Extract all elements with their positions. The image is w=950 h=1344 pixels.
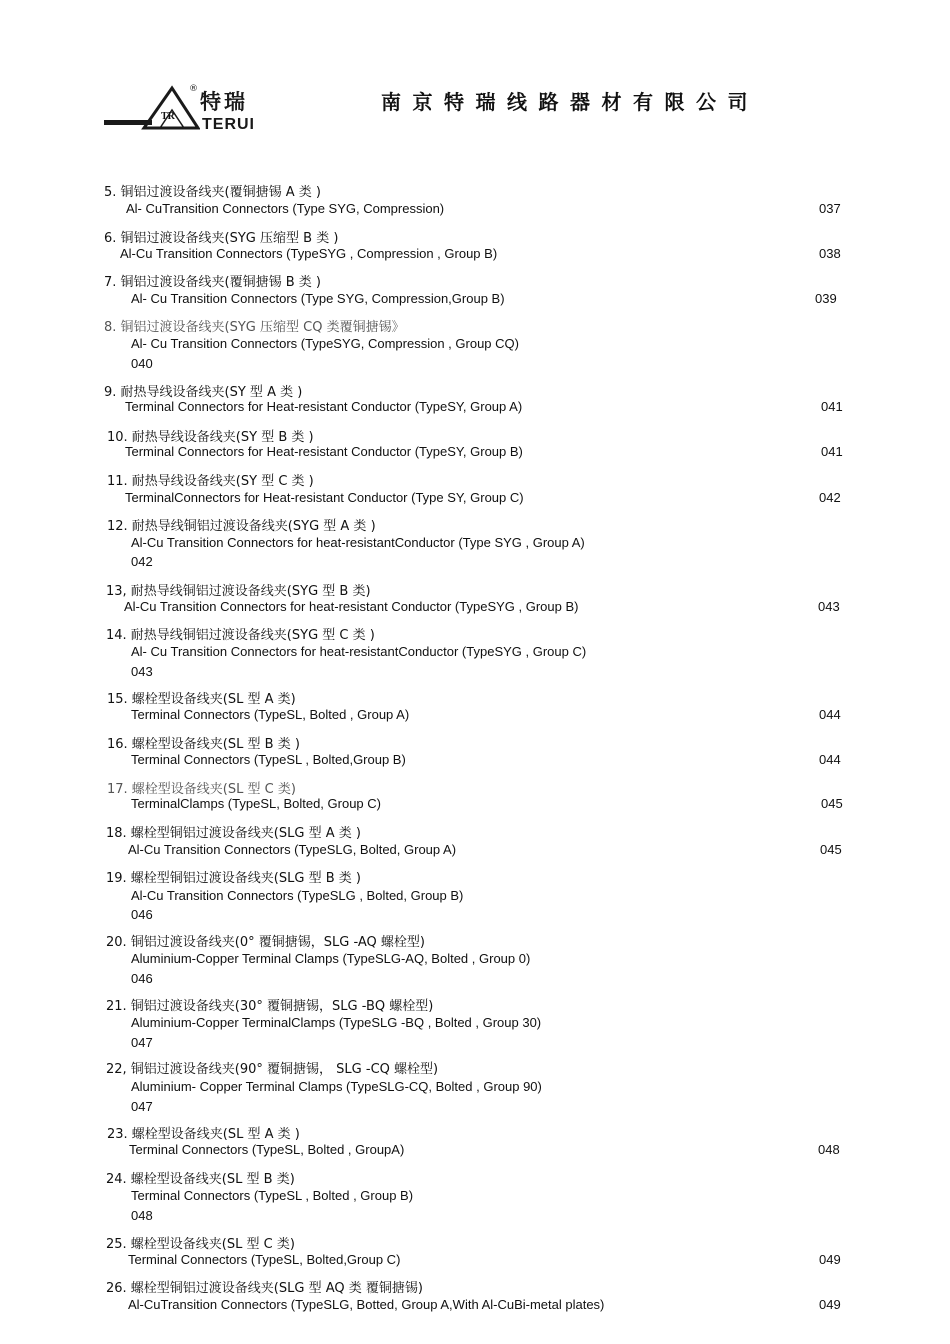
toc-entry-chinese-title: 15. 螺栓型设备线夹(SL 型 A 类): [107, 692, 296, 707]
toc-entry-chinese-title: 22, 铜铝过渡设备线夹(90° 覆铜搪锡， SLG -CQ 螺栓型): [106, 1062, 439, 1077]
toc-entry-english-title: Al- Cu Transition Connectors for heat-resistantConductor (TypeSYG , Group C): [131, 644, 587, 659]
toc-entry-chinese-title: 19. 螺栓型铜铝过渡设备线夹(SLG 型 B 类 ): [106, 871, 361, 886]
toc-entry-page-number: 042: [131, 554, 153, 569]
logo-mark-icon: [104, 84, 200, 134]
toc-entry-page-number: 040: [131, 356, 153, 371]
logo-english-text: TERUI: [202, 116, 255, 133]
toc-entry-english-title: Al-Cu Transition Connectors (TypeSLG, Bolted, Group A): [128, 842, 457, 857]
toc-entry-chinese-title: 20. 铜铝过渡设备线夹(0° 覆铜搪锡，SLG -AQ 螺栓型): [106, 935, 425, 950]
toc-entry-chinese-title: 5. 铜铝过渡设备线夹(覆铜搪锡 A 类 ): [104, 185, 321, 200]
toc-entry-page-number: 042: [819, 490, 841, 505]
toc-entry-chinese-title: 6. 铜铝过渡设备线夹(SYG 压缩型 B 类 ): [104, 231, 339, 246]
toc-entry-page-number: 049: [819, 1252, 841, 1267]
toc-entry-english-title: Al-Cu Transition Connectors for heat-resistant Conductor (TypeSYG , Group B): [124, 599, 579, 614]
toc-entry-english-title: Terminal Connectors (TypeSL, Bolted , GroupA): [129, 1142, 405, 1157]
toc-entry-english-title: Al- Cu Transition Connectors (Type SYG, Compression,Group B): [131, 291, 505, 306]
toc-entry-english-title: Al-Cu Transition Connectors (TypeSLG , Bolted, Group B): [131, 888, 464, 903]
toc-entry-page-number: 047: [131, 1099, 153, 1114]
toc-entry-page-number: 037: [819, 201, 841, 216]
toc-entry-english-title: Terminal Connectors (TypeSL , Bolted , Group B): [131, 1188, 414, 1203]
toc-entry-chinese-title: 21. 铜铝过渡设备线夹(30° 覆铜搪锡，SLG -BQ 螺栓型): [106, 999, 434, 1014]
toc-entry: [0, 316, 950, 376]
toc-entry-english-title: Al-Cu Transition Connectors (TypeSYG , Compression , Group B): [120, 246, 498, 261]
toc-entry-chinese-title: 25. 螺栓型设备线夹(SL 型 C 类): [106, 1237, 295, 1252]
toc-entry-chinese-title: 17. 螺栓型设备线夹(SL 型 C 类): [107, 782, 296, 797]
toc-entry-page-number: 045: [820, 842, 842, 857]
toc-entry-page-number: 038: [819, 246, 841, 261]
toc-entry-page-number: 048: [131, 1208, 153, 1223]
toc-entry-page-number: 047: [131, 1035, 153, 1050]
registered-mark: ®: [189, 84, 198, 94]
toc-entry-chinese-title: 23. 螺栓型设备线夹(SL 型 A 类 ): [107, 1127, 300, 1142]
toc-entry-chinese-title: 11. 耐热导线设备线夹(SY 型 C 类 ): [107, 474, 314, 489]
toc-entry-english-title: TerminalConnectors for Heat-resistant Conductor (Type SY, Group C): [125, 490, 524, 505]
toc-entry-chinese-title: 8. 铜铝过渡设备线夹(SYG 压缩型 CQ 类覆铜搪锡》: [104, 320, 405, 335]
terui-logo: [104, 84, 274, 144]
toc-entry-page-number: 048: [818, 1142, 840, 1157]
toc-entry: [0, 995, 950, 1055]
toc-entry-english-title: Terminal Connectors for Heat-resistant Conductor (TypeSY, Group A): [125, 399, 523, 414]
toc-entry-page-number: 046: [131, 971, 153, 986]
logo-mark-letters: TR: [161, 111, 175, 122]
toc-entry-english-title: Terminal Connectors (TypeSL, Bolted , Group A): [131, 707, 410, 722]
toc-entry-english-title: Al-Cu Transition Connectors for heat-resistantConductor (Type SYG , Group A): [131, 535, 585, 550]
toc-entry-page-number: 044: [819, 752, 841, 767]
toc-entry-page-number: 043: [131, 664, 153, 679]
toc-entry-chinese-title: 12. 耐热导线铜铝过渡设备线夹(SYG 型 A 类 ): [107, 519, 376, 534]
toc-entry-chinese-title: 24. 螺栓型设备线夹(SL 型 B 类): [106, 1172, 295, 1187]
toc-entry-english-title: Al- CuTransition Connectors (Type SYG, Compression): [126, 201, 445, 216]
toc-entry-chinese-title: 7. 铜铝过渡设备线夹(覆铜搪锡 B 类 ): [104, 275, 321, 290]
toc-entry: [0, 867, 950, 927]
toc-entry-english-title: Al- Cu Transition Connectors (TypeSYG, Compression , Group CQ): [131, 336, 519, 351]
toc-entry: [0, 1168, 950, 1228]
toc-entry-chinese-title: 26. 螺栓型铜铝过渡设备线夹(SLG 型 AQ 类 覆铜搪锡): [106, 1281, 423, 1296]
toc-entry-english-title: Aluminium-Copper TerminalClamps (TypeSLG -BQ , Bolted , Group 30): [131, 1015, 542, 1030]
toc-entry: [0, 1277, 950, 1337]
toc-entry-chinese-title: 14. 耐热导线铜铝过渡设备线夹(SYG 型 C 类 ): [106, 628, 375, 643]
toc-entry-page-number: 049: [819, 1297, 841, 1312]
toc-entry-page-number: 046: [131, 907, 153, 922]
toc-entry: [0, 515, 950, 575]
toc-entry-chinese-title: 10. 耐热导线设备线夹(SY 型 B 类 ): [107, 430, 314, 445]
toc-entry-chinese-title: 16. 螺栓型设备线夹(SL 型 B 类 ): [107, 737, 300, 752]
logo-chinese-text: 特瑞: [200, 90, 248, 114]
toc-entry-page-number: 044: [819, 707, 841, 722]
toc-entry: [0, 1058, 950, 1118]
company-name: 南京特瑞线路器材有限公司: [381, 90, 759, 114]
toc-entry-page-number: 043: [818, 599, 840, 614]
page-header: [0, 0, 950, 160]
toc-entry-page-number: 045: [821, 796, 843, 811]
toc-entry-chinese-title: 9. 耐热导线设备线夹(SY 型 A 类 ): [104, 385, 303, 400]
toc-entry-english-title: Al-CuTransition Connectors (TypeSLG, Botted, Group A,With Al-CuBi-metal plates): [128, 1297, 605, 1312]
toc-entry-page-number: 041: [821, 399, 843, 414]
toc-entry-english-title: Aluminium- Copper Terminal Clamps (TypeSLG-CQ, Bolted , Group 90): [131, 1079, 542, 1094]
toc-entry: [0, 931, 950, 991]
toc-entry-page-number: 039: [815, 291, 837, 306]
toc-entry-english-title: TerminalClamps (TypeSL, Bolted, Group C): [131, 796, 381, 811]
toc-entry-english-title: Aluminium-Copper Terminal Clamps (TypeSLG-AQ, Bolted , Group 0): [131, 951, 531, 966]
toc-entry-english-title: Terminal Connectors for Heat-resistant Conductor (TypeSY, Group B): [125, 444, 523, 459]
toc-entry-english-title: Terminal Connectors (TypeSL, Bolted,Group C): [128, 1252, 401, 1267]
toc-entry: [0, 624, 950, 684]
toc-entry-chinese-title: 18. 螺栓型铜铝过渡设备线夹(SLG 型 A 类 ): [106, 826, 361, 841]
toc-entry-chinese-title: 13, 耐热导线铜铝过渡设备线夹(SYG 型 B 类): [106, 584, 371, 599]
toc-entry-page-number: 041: [821, 444, 843, 459]
toc-entry-english-title: Terminal Connectors (TypeSL , Bolted,Group B): [131, 752, 406, 767]
